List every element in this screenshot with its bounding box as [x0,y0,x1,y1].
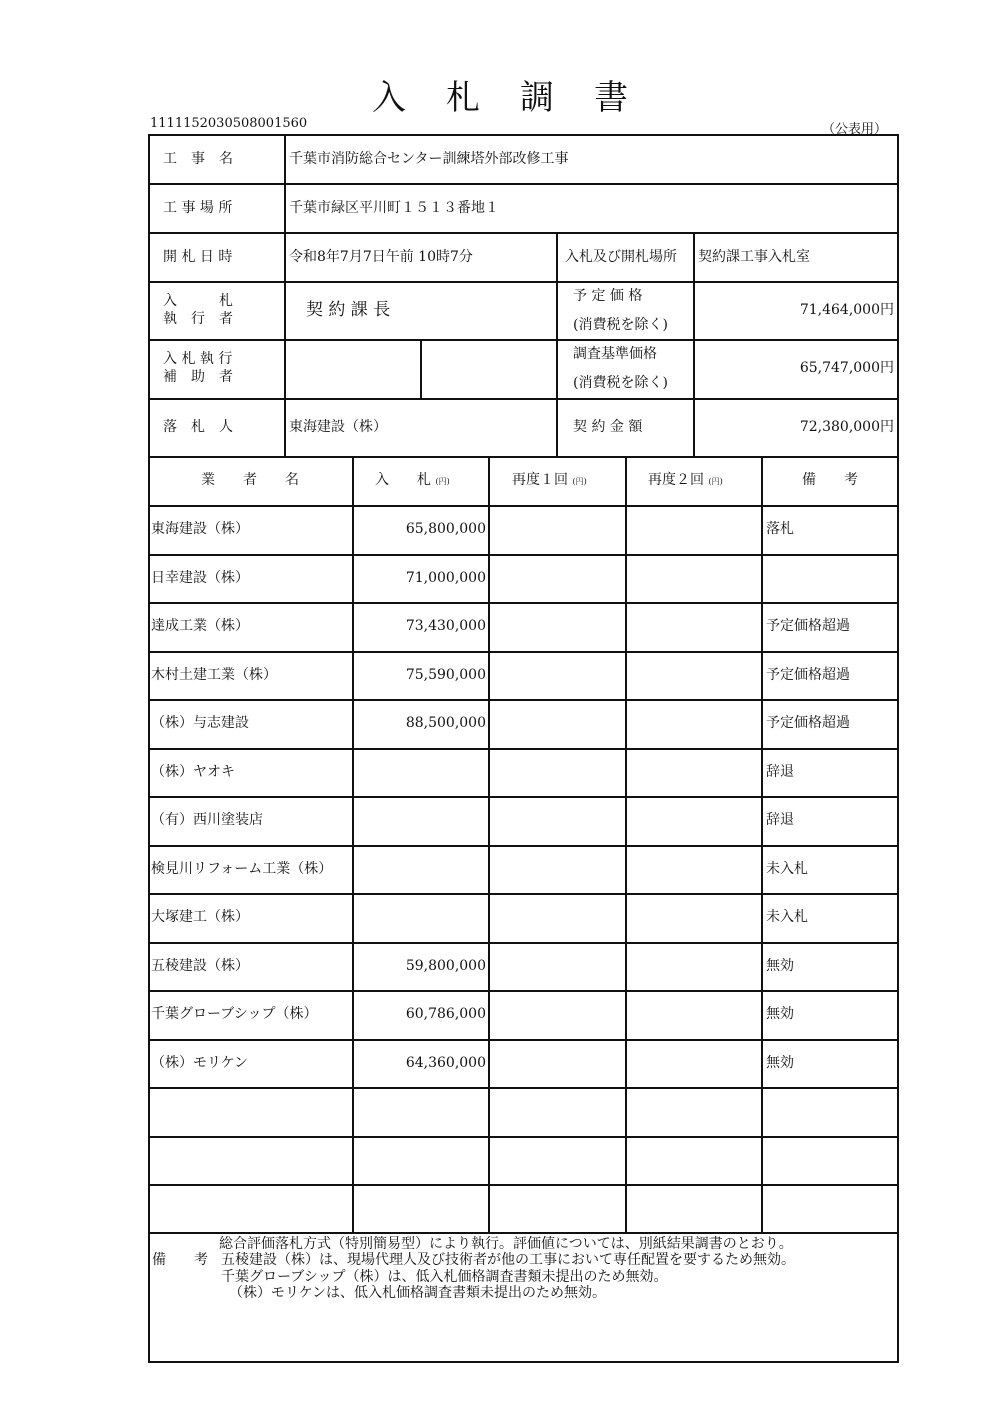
remarks-cell: 未入札 [766,861,808,877]
company-cell: 千葉グローブシップ（株） [151,1006,318,1022]
winner: 東海建設（株） [289,419,387,435]
remarks-cell: 無効 [766,958,794,974]
company-cell: （株）ヤオキ [151,764,235,780]
bid-cell: 59,800,000 [405,958,486,974]
yen-unit: (円) [435,477,450,486]
executor: 契 約 課 長 [306,300,391,320]
remarks-cell: 無効 [766,1055,794,1071]
rule [284,134,286,456]
venue-label: 入札及び開札場所 [565,249,677,265]
document-title: 入札調書 [372,78,668,118]
column-header-bid [375,473,450,487]
planned-price-note: (消費税を除く) [573,317,668,333]
note-line: （株）モリケンは、低入札価格調査書類未提出のため無効。 [229,1285,607,1301]
column-header-bid-label: 入 札 [375,472,431,488]
notes-label: 備 考 [152,1252,208,1268]
company-cell: 大塚建工（株） [151,909,249,925]
project-name: 千葉市消防総合センター訓練塔外部改修工事 [289,151,569,167]
company-cell: 達成工業（株） [151,618,249,634]
remarks-cell: 辞退 [766,812,794,828]
project-name-label: 工 事 名 [163,151,233,167]
remarks-cell: 落札 [766,521,794,537]
note-line: 千葉グローブシップ（株）は、低入札価格調査書類未提出のため無効。 [221,1269,668,1285]
note-line: 五稜建設（株）は、現場代理人及び技術者が他の工事において専任配置を要するため無効。 [221,1252,795,1268]
remarks-cell: 未入札 [766,909,808,925]
rule [148,281,899,283]
opening-label: 開 札 日 時 [163,249,233,265]
bid-cell: 73,430,000 [405,618,486,634]
remarks-cell: 辞退 [766,764,794,780]
rule [148,183,899,185]
survey-price-note: (消費税を除く) [573,375,668,391]
table-row-rule [148,942,899,944]
table-row-rule [148,796,899,798]
column-header-rebid1 [512,473,587,487]
company-cell: 東海建設（株） [151,521,249,537]
winner-label: 落 札 人 [163,419,233,435]
remarks-cell: 予定価格超過 [766,715,850,731]
company-cell: （有）西川塗装店 [151,812,263,828]
contract-amount-label: 契 約 金 額 [573,419,643,435]
survey-price: 65,747,000円 [799,360,894,376]
company-cell: 日幸建設（株） [151,570,249,586]
remarks-cell: 予定価格超過 [766,667,850,683]
table-row-rule [148,554,899,556]
site-label: 工 事 場 所 [163,200,233,216]
table-row-rule [148,699,899,701]
rule [693,232,695,456]
rule [148,398,899,400]
executor-label: 入 札 [163,293,233,309]
table-row-rule [148,1087,899,1089]
company-cell: 検見川リフォーム工業（株） [151,861,333,877]
contract-amount: 72,380,000円 [799,419,894,435]
column-header-rebid1-label: 再度１回 [512,472,568,488]
opening-datetime: 令和8年7月7日午前 10時7分 [289,249,473,265]
column-header-rebid2-label: 再度２回 [648,472,704,488]
bid-cell: 71,000,000 [405,570,486,586]
planned-price-label: 予 定 価 格 [573,288,643,304]
rule [148,1232,899,1234]
column-header-company: 業 者 名 [201,472,299,488]
table-row-rule [148,1184,899,1186]
column-header-remarks: 備 考 [802,472,858,488]
document-id: 1111152030508001560 [150,116,308,131]
table-row-rule [148,990,899,992]
bid-cell: 88,500,000 [405,715,486,731]
venue: 契約課工事入札室 [698,249,810,265]
rule [556,232,558,456]
rule [148,339,899,341]
table-row-rule [148,505,899,507]
bid-cell: 65,800,000 [405,521,486,537]
assistant-label-line2: 補 助 者 [163,369,233,385]
company-cell: （株）与志建設 [151,715,249,731]
survey-price-label: 調査基準価格 [573,346,657,362]
table-row-rule [148,1039,899,1041]
executor-label-line2: 執 行 者 [163,311,233,327]
table-row-rule [148,602,899,604]
public-label: （公表用） [821,122,887,137]
yen-unit: (円) [572,477,587,486]
column-header-rebid2 [648,473,723,487]
table-row-rule [148,651,899,653]
remarks-cell: 予定価格超過 [766,618,850,634]
company-cell: （株）モリケン [151,1055,249,1071]
company-cell: 五稜建設（株） [151,958,249,974]
company-cell: 木村土建工業（株） [151,667,277,683]
note-line: 総合評価落札方式（特別簡易型）により執行。評価値については、別紙結果調書のとおり。 [219,1236,793,1252]
table-row-rule [148,1136,899,1138]
bid-cell: 75,590,000 [405,667,486,683]
table-row-rule [148,748,899,750]
rule [420,339,422,398]
planned-price: 71,464,000円 [799,302,894,318]
rule [148,456,899,458]
table-row-rule [148,845,899,847]
remarks-cell: 無効 [766,1006,794,1022]
yen-unit: (円) [708,477,723,486]
bid-cell: 60,786,000 [405,1006,486,1022]
table-row-rule [148,893,899,895]
rule [148,232,899,234]
site: 千葉市緑区平川町１５１３番地１ [289,200,499,216]
bid-cell: 64,360,000 [405,1055,486,1071]
assistant-label: 入 札 執 行 [163,351,233,367]
